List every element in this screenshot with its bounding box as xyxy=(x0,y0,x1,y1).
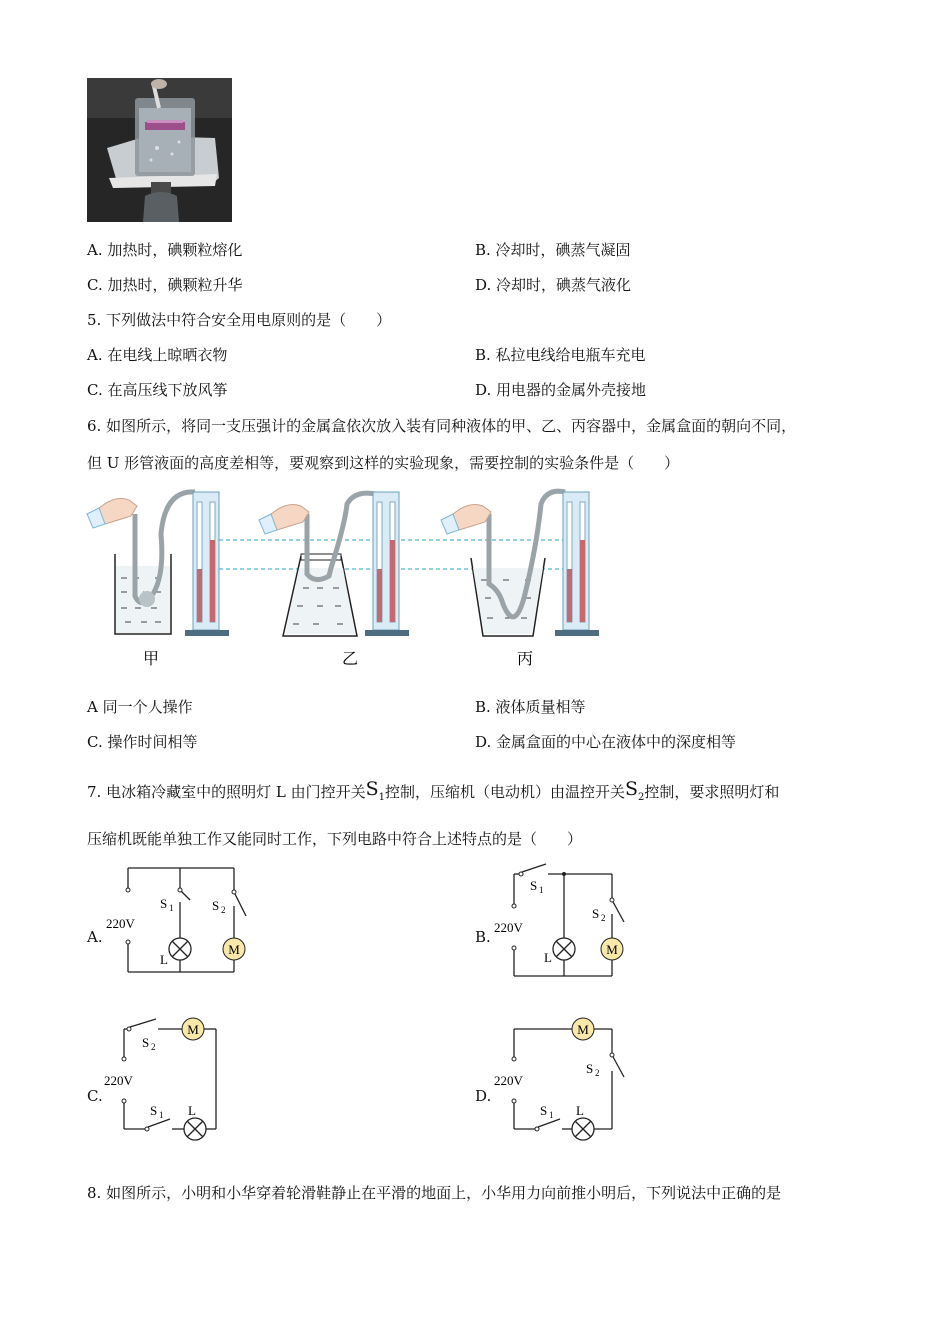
q6-stem-line1: 6. 如图所示，将同一支压强计的金属盒依次放入装有同种液体的甲、乙、丙容器中，金属盒面的朝向不同， xyxy=(87,417,797,435)
lamp-label-b: L xyxy=(544,950,552,965)
q7-stem-line2: 压缩机既能单独工作又能同时工作，下列电路中符合上述特点的是（ ） xyxy=(87,830,583,848)
q6-stem-line2: 但 U 形管液面的高度差相等，要观察到这样的实验现象，需要控制的实验条件是（ ） xyxy=(87,454,680,472)
q6-option-d: D. 金属盒面的中心在液体中的深度相等 xyxy=(475,733,737,751)
iodine-experiment-photo xyxy=(87,78,232,222)
q5-option-d: D. 用电器的金属外壳接地 xyxy=(475,381,647,399)
q6-option-a: A 同一个人操作 xyxy=(87,698,193,716)
q5-option-b: B. 私拉电线给电瓶车充电 xyxy=(475,346,646,364)
lamp-label-a: L xyxy=(160,952,168,967)
circuit-d xyxy=(490,1015,630,1145)
s2-label-b: S xyxy=(592,906,600,921)
q7-s2-letter: S xyxy=(625,778,639,800)
q6-option-b: B. 液体质量相等 xyxy=(475,698,586,716)
s2-sub-a: 2 xyxy=(221,905,226,915)
q7-stem-part2: 控制，压缩机（电动机）由温控开关 xyxy=(385,783,626,801)
circuit-a-label: A. xyxy=(87,928,103,946)
q7-stem-part3: 控制，要求照明灯和 xyxy=(644,783,780,801)
s1-label-a: S xyxy=(160,896,168,911)
s1-label-c: S xyxy=(150,1103,158,1118)
q4-option-c: C. 加热时，碘颗粒升华 xyxy=(87,276,243,294)
circuit-c-label: C. xyxy=(87,1087,103,1105)
motor-c: M xyxy=(187,1022,199,1037)
s2-label-c: S xyxy=(142,1035,150,1050)
q5-stem: 5. 下列做法中符合安全用电原则的是（ ） xyxy=(87,311,392,329)
voltage-d: 220V xyxy=(494,1073,523,1088)
s1-sub-a: 1 xyxy=(169,903,174,913)
s1-sub-b: 1 xyxy=(539,885,544,895)
u-tube-jia xyxy=(185,492,229,636)
q7-s2-sub: 2 xyxy=(638,792,645,803)
circuit-b xyxy=(490,860,650,985)
q5-option-c: C. 在高压线下放风筝 xyxy=(87,381,228,399)
q7-stem-line1 xyxy=(87,776,779,811)
u-tube-yi xyxy=(365,492,409,636)
q7-stem-part1: 7. 电冰箱冷藏室中的照明灯 L 由门控开关 xyxy=(87,783,366,801)
q6-option-c: C. 操作时间相等 xyxy=(87,733,198,751)
label-jia: 甲 xyxy=(142,649,160,668)
s1-label-d: S xyxy=(540,1103,548,1118)
circuit-d-label: D. xyxy=(475,1087,492,1105)
s2-sub-b: 2 xyxy=(601,913,606,923)
q4-option-a: A. 加热时，碘颗粒熔化 xyxy=(87,241,243,259)
s1-sub-c: 1 xyxy=(159,1110,164,1120)
circuit-b-label: B. xyxy=(475,928,491,946)
s1-sub-d: 1 xyxy=(549,1110,554,1120)
container-jia xyxy=(87,492,195,634)
s2-label-d: S xyxy=(586,1061,594,1076)
voltage-c: 220V xyxy=(104,1073,133,1088)
q7-s1-sub: 1 xyxy=(378,792,385,803)
container-yi xyxy=(259,493,375,636)
circuit-a xyxy=(100,860,270,980)
s1-label-b: S xyxy=(530,878,538,893)
motor-d: M xyxy=(577,1022,589,1037)
motor-a: M xyxy=(228,942,240,957)
s2-label-a: S xyxy=(212,898,220,913)
s2-sub-c: 2 xyxy=(151,1042,156,1052)
motor-b: M xyxy=(606,942,618,957)
photo-drawing xyxy=(87,78,232,222)
q4-option-b: B. 冷却时，碘蒸气凝固 xyxy=(475,241,631,259)
label-yi: 乙 xyxy=(341,649,359,668)
label-bing: 丙 xyxy=(516,649,534,668)
lamp-label-c: L xyxy=(188,1103,196,1118)
voltage-b: 220V xyxy=(494,920,523,935)
circuit-c xyxy=(100,1015,230,1145)
q8-stem: 8. 如图所示，小明和小华穿着轮滑鞋静止在平滑的地面上，小华用力向前推小明后，下列说法中正确的是 xyxy=(87,1184,782,1202)
voltage-a: 220V xyxy=(106,916,135,931)
lamp-label-d: L xyxy=(576,1103,584,1118)
pressure-gauge-figure xyxy=(85,484,615,674)
s2-sub-d: 2 xyxy=(595,1068,600,1078)
q7-s1-letter: S xyxy=(365,778,379,800)
q4-option-d: D. 冷却时，碘蒸气液化 xyxy=(475,276,632,294)
q5-option-a: A. 在电线上晾晒衣物 xyxy=(87,346,228,364)
container-bing xyxy=(441,491,565,636)
u-tube-bing xyxy=(555,492,599,636)
